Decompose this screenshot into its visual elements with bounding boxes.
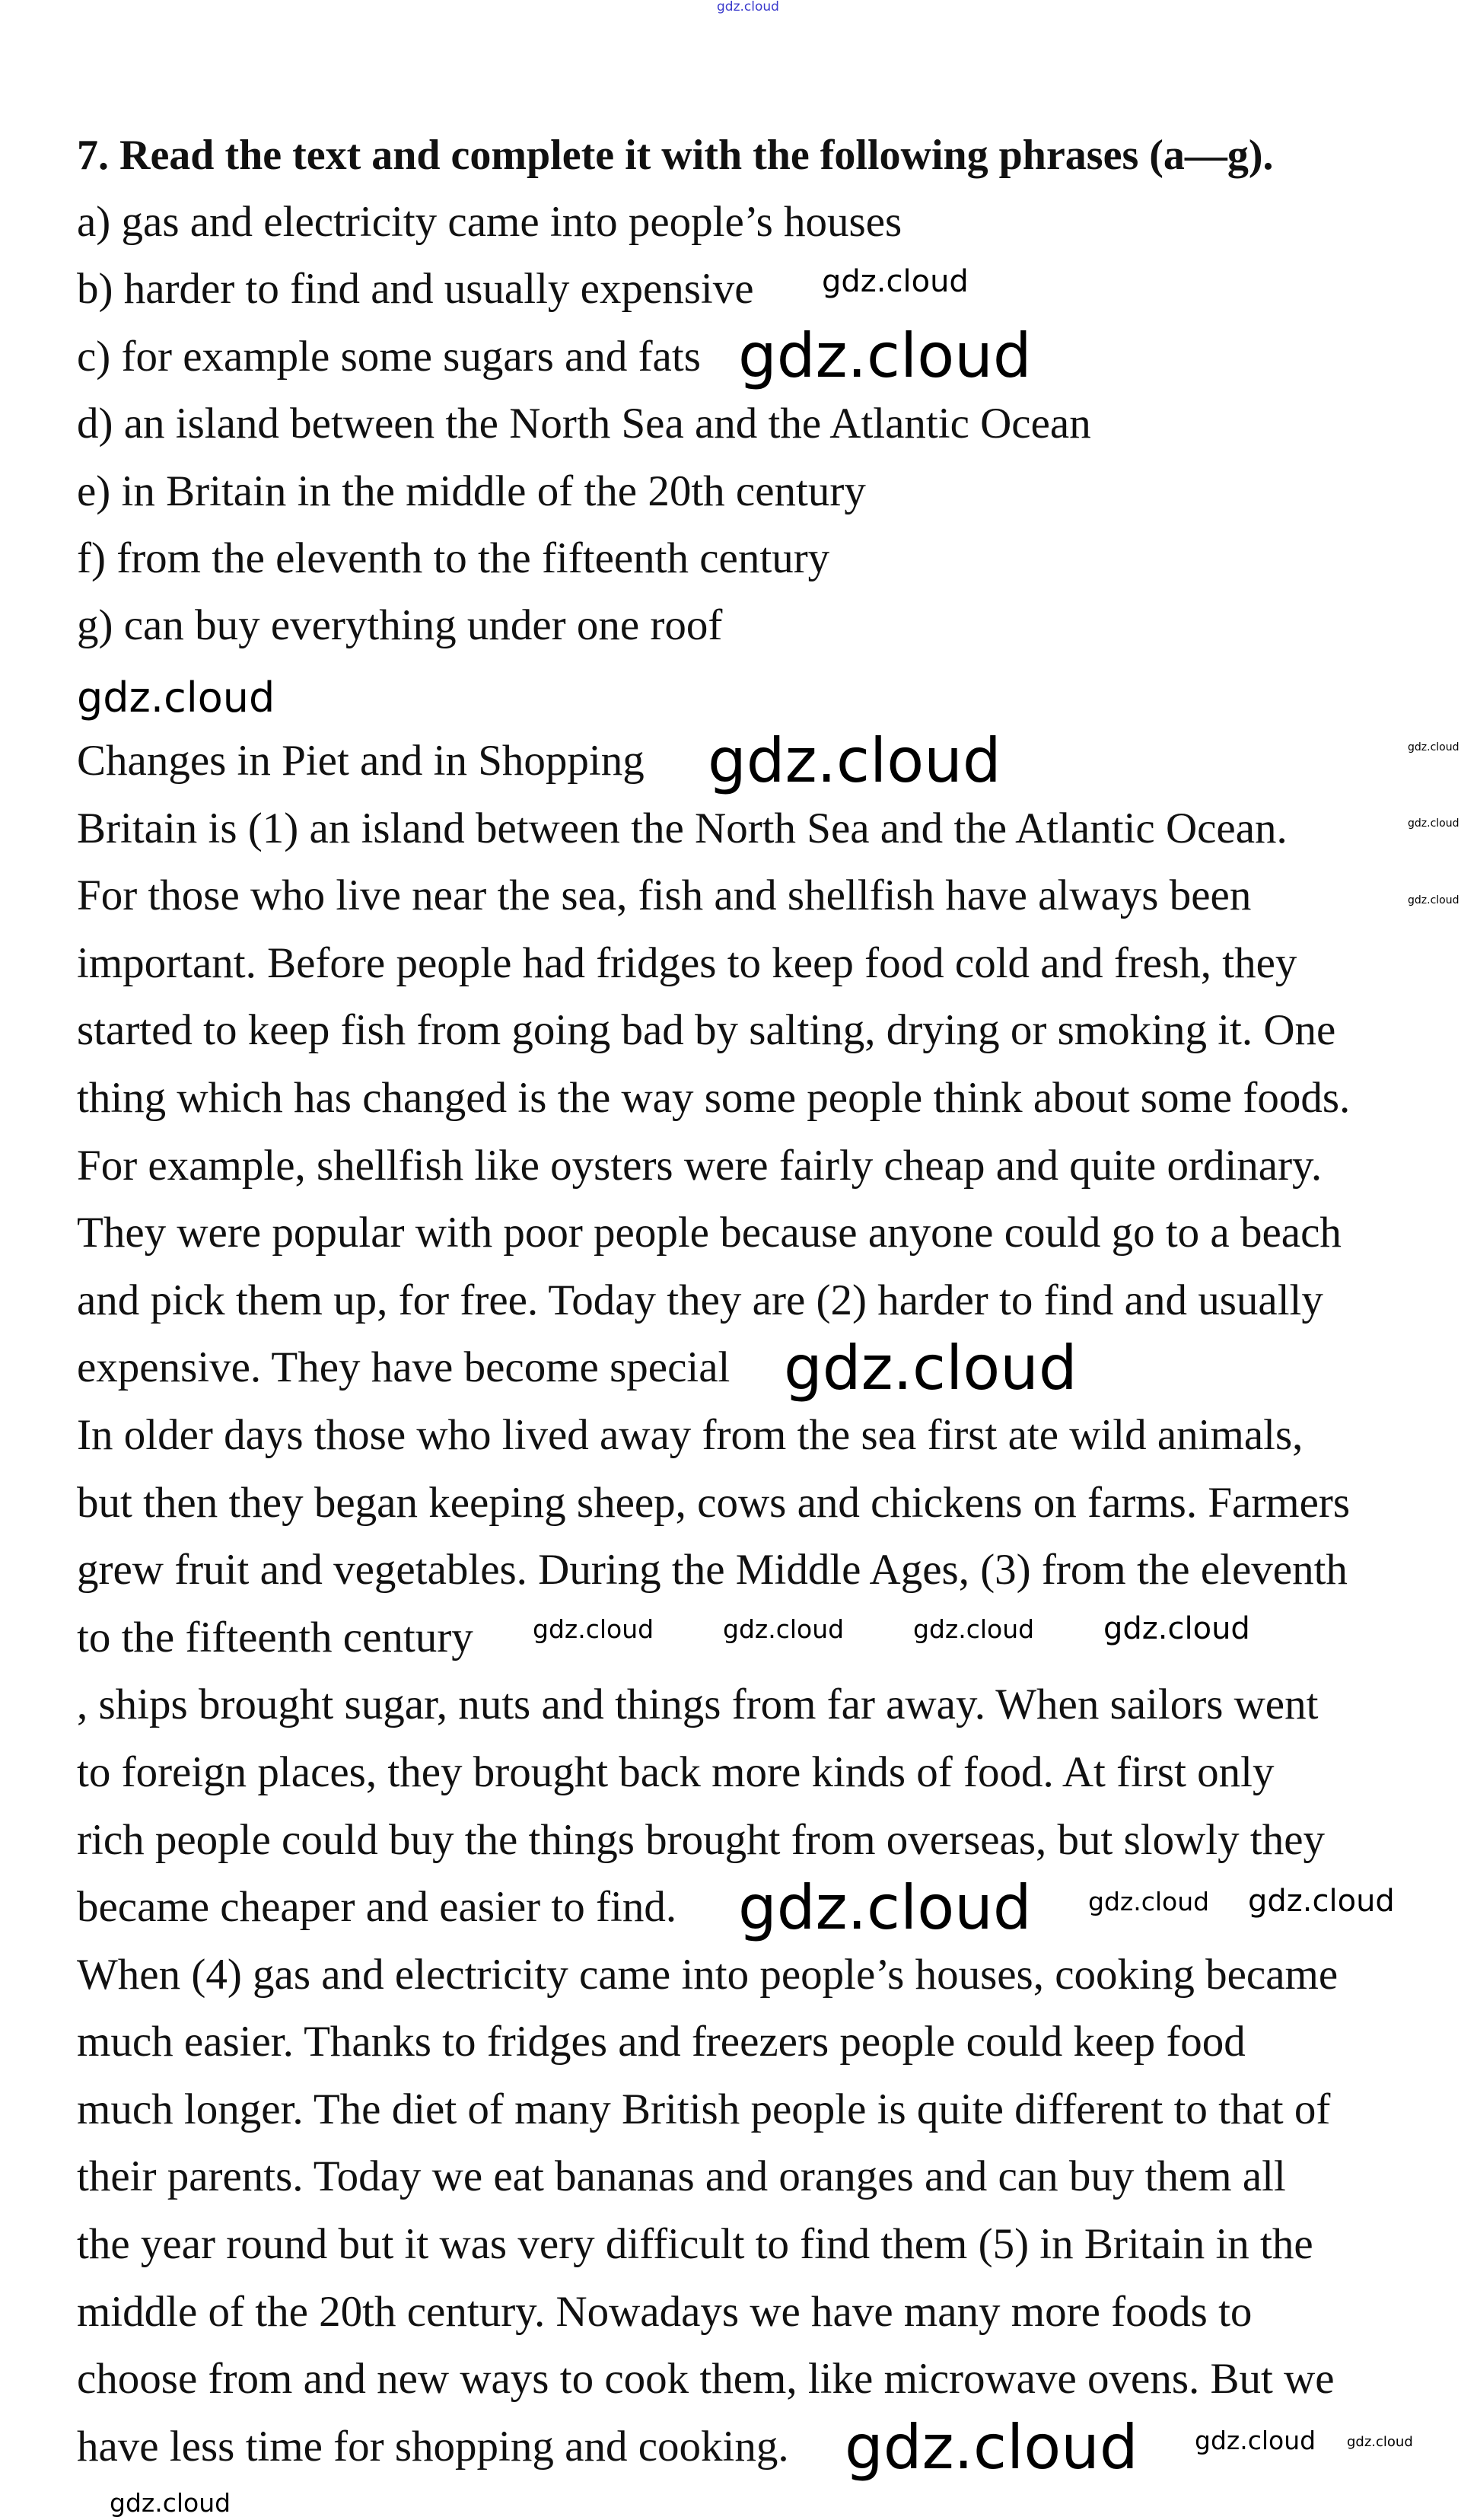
watermark: gdz.cloud bbox=[822, 264, 969, 299]
text-line: the year round but it was very difficult to find them (5) in Britain in the bbox=[77, 2220, 1313, 2269]
text-line: Britain is (1) an island between the North Sea and the Atlantic Ocean. bbox=[77, 804, 1288, 852]
watermark: gdz.cloud bbox=[77, 674, 275, 722]
text-line: much easier. Thanks to fridges and freezers people could keep food bbox=[77, 2018, 1246, 2066]
reading-text bbox=[77, 725, 1351, 2483]
watermark: gdz.cloud bbox=[1088, 1887, 1210, 1916]
text-line: became cheaper and easier to find. bbox=[77, 1883, 677, 1932]
phrase-option-f: f) from the eleventh to the fifteenth century bbox=[77, 534, 830, 583]
text-line: much longer. The diet of many British people is quite different to that of bbox=[77, 2085, 1331, 2133]
watermark: gdz.cloud bbox=[738, 320, 1032, 391]
text-line: but then they began keeping sheep, cows and chickens on farms. Farmers bbox=[77, 1478, 1351, 1527]
text-line: to foreign places, they brought back more kinds of food. At first only bbox=[77, 1747, 1275, 1796]
phrase-option-c: c) for example some sugars and fats bbox=[77, 332, 701, 381]
text-line: their parents. Today we eat bananas and oranges and can buy them all bbox=[77, 2152, 1286, 2201]
text-line: For example, shellfish like oysters were fairly cheap and quite ordinary. bbox=[77, 1141, 1323, 1190]
watermark: gdz.cloud bbox=[1195, 2426, 1316, 2455]
watermark: gdz.cloud bbox=[913, 1614, 1035, 1644]
text-line: middle of the 20th century. Nowadays we have many more foods to bbox=[77, 2287, 1253, 2336]
text-line: They were popular with poor people because anyone could go to a beach bbox=[77, 1209, 1342, 1257]
text-line: rich people could buy the things brought from overseas, but slowly they bbox=[77, 1815, 1326, 1864]
text-line: When (4) gas and electricity came into people’s houses, cooking became bbox=[77, 1950, 1339, 1999]
text-line: For those who live near the sea, fish and shellfish have always been bbox=[77, 871, 1252, 920]
text-line: , ships brought sugar, nuts and things from far away. When sailors went bbox=[77, 1681, 1319, 1729]
phrase-options-list bbox=[77, 189, 1091, 660]
watermark: gdz.cloud bbox=[784, 1333, 1078, 1403]
text-heading: Changes in Piet and in Shopping bbox=[77, 737, 645, 785]
text-line: thing which has changed is the way some people think about some foods. bbox=[77, 1073, 1351, 1122]
phrase-option-d: d) an island between the North Sea and the Atlantic Ocean bbox=[77, 400, 1091, 448]
watermark: gdz.cloud bbox=[723, 1614, 845, 1644]
watermark: gdz.cloud bbox=[708, 725, 1001, 796]
watermark: gdz.cloud bbox=[845, 2412, 1138, 2483]
phrase-option-e: e) in Britain in the middle of the 20th century bbox=[77, 467, 866, 515]
watermark: gdz.cloud bbox=[1408, 741, 1459, 753]
watermark: gdz.cloud bbox=[717, 0, 779, 14]
watermark: gdz.cloud bbox=[1248, 1884, 1395, 1919]
phrase-option-b: b) harder to find and usually expensive bbox=[77, 265, 754, 314]
watermark: gdz.cloud bbox=[1347, 2434, 1413, 2450]
text-line: to the fifteenth century bbox=[77, 1613, 473, 1661]
watermark: gdz.cloud bbox=[1408, 817, 1459, 830]
text-line: and pick them up, for free. Today they are (2) harder to find and usually bbox=[77, 1276, 1323, 1324]
watermark: gdz.cloud bbox=[110, 2488, 231, 2518]
watermark: gdz.cloud bbox=[533, 1614, 654, 1644]
text-line: expensive. They have become special bbox=[77, 1343, 731, 1392]
watermark: gdz.cloud bbox=[738, 1872, 1032, 1943]
text-line: In older days those who lived away from the sea first ate wild animals, bbox=[77, 1410, 1304, 1459]
text-line: started to keep fish from going bad by salting, drying or smoking it. One bbox=[77, 1006, 1336, 1055]
text-line: important. Before people had fridges to keep food cold and fresh, they bbox=[77, 938, 1297, 987]
phrase-option-g: g) can buy everything under one roof bbox=[77, 601, 723, 650]
watermark: gdz.cloud bbox=[1103, 1611, 1250, 1646]
text-line: grew fruit and vegetables. During the Middle Ages, (3) from the eleventh bbox=[77, 1546, 1348, 1595]
phrase-option-a: a) gas and electricity came into people’s houses bbox=[77, 198, 902, 246]
watermark: gdz.cloud bbox=[1408, 894, 1459, 906]
text-line: have less time for shopping and cooking. bbox=[77, 2422, 789, 2471]
text-line: choose from and new ways to cook them, like microwave ovens. But we bbox=[77, 2355, 1335, 2404]
exercise-title: 7. Read the text and complete it with the following phrases (a—g). bbox=[77, 132, 1274, 179]
